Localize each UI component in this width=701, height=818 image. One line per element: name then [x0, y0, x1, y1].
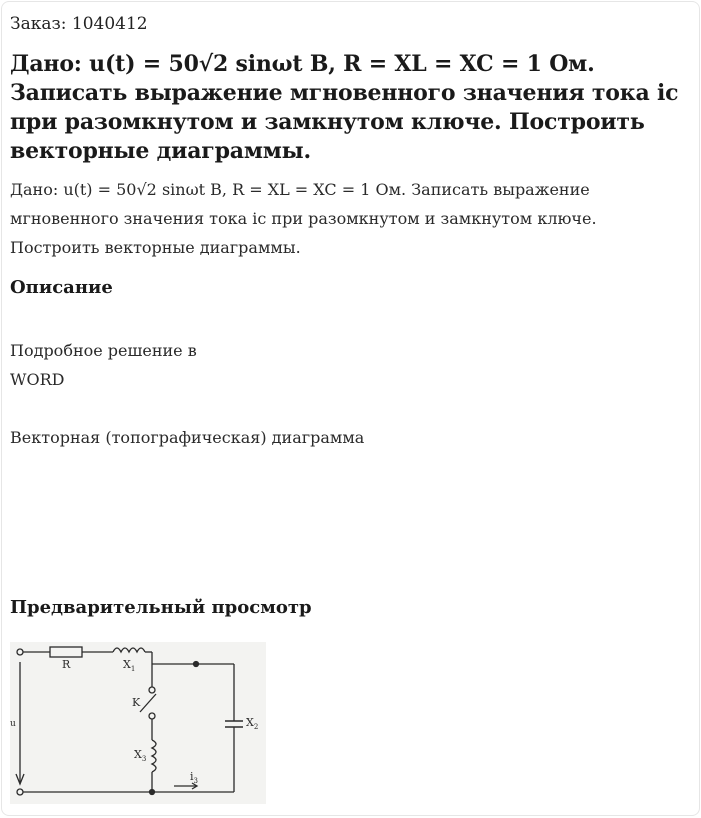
- circuit-preview-image[interactable]: [10, 642, 266, 804]
- description-line-solution: Подробное решение в: [10, 341, 197, 360]
- switch-k-blade: [140, 694, 156, 712]
- terminal-bottom: [17, 789, 23, 795]
- label-u: u: [10, 719, 16, 729]
- product-card: [1, 1, 700, 816]
- label-x2: $X_2$: [246, 716, 259, 731]
- label-x1: $X_1$: [123, 658, 136, 673]
- task-description: Дано: u(t) = 50√2 sinωt В, R = XL = XC = 1 Ом. Записать выражение мгновенного значения тока ic при разомкнутом и замкнутом ключе. Построить векторные диаграммы.: [10, 180, 597, 257]
- switch-contact-top: [149, 687, 155, 693]
- node-top: [194, 662, 199, 667]
- inductor-x3: [152, 740, 156, 772]
- node-bottom: [150, 790, 155, 795]
- terminal-top: [17, 649, 23, 655]
- inductor-x1: [113, 648, 145, 652]
- page-title: Дано: u(t) = 50√2 sinωt В, R = XL = XC = 1 Ом. Записать выражение мгновенного значения тока ic при разомкнутом и замкнутом ключе. Построить векторные диаграммы.: [10, 51, 679, 164]
- description-heading: Описание: [10, 277, 113, 298]
- label-k: K: [132, 696, 141, 709]
- resistor-r: [50, 647, 82, 657]
- switch-contact-bottom: [149, 713, 155, 719]
- description-gap: [10, 394, 691, 423]
- order-number: Заказ: 1040412: [10, 14, 148, 34]
- label-r: R: [62, 658, 71, 671]
- description-line-format: WORD: [10, 370, 65, 389]
- circuit-diagram: [10, 642, 266, 804]
- label-i3: $i_3$: [190, 770, 198, 785]
- description-line-diagram: Векторная (топографическая) диаграмма: [10, 428, 365, 447]
- preview-heading: Предварительный просмотр: [10, 597, 312, 618]
- description-body: [10, 336, 691, 452]
- label-x3: $X_3$: [134, 748, 147, 763]
